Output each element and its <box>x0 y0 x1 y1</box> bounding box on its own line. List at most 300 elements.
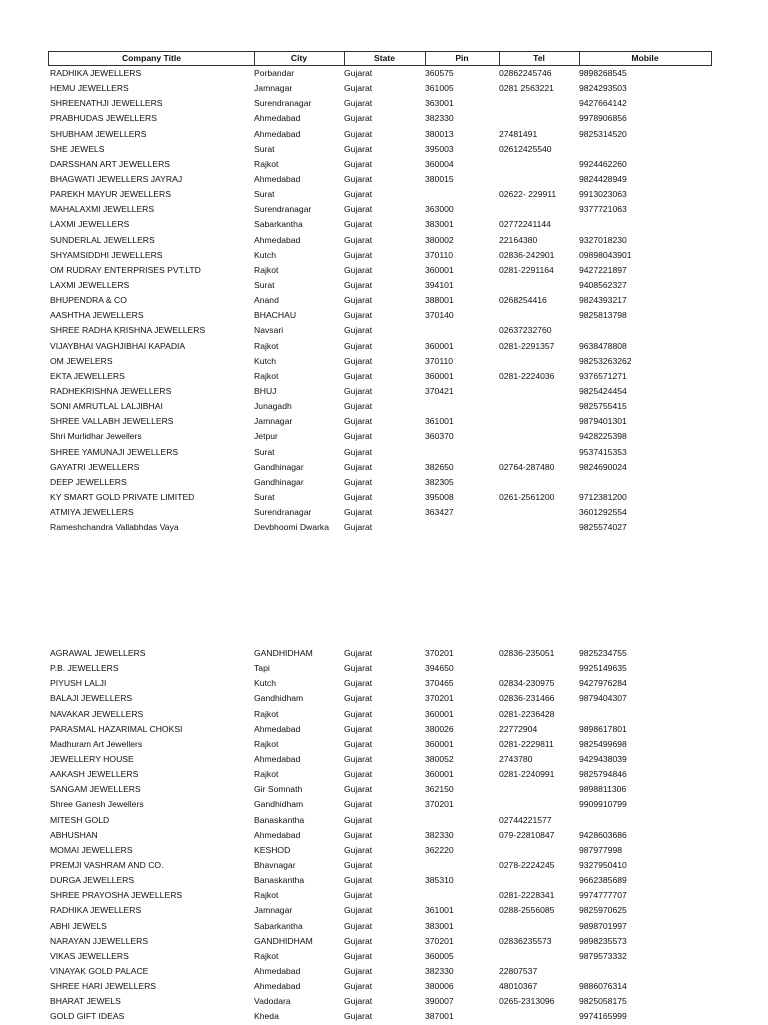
pin-cell: 361005 <box>425 83 454 94</box>
table-row <box>48 369 718 384</box>
table-body-bottom <box>48 646 718 1025</box>
header-pin: Pin <box>425 52 500 65</box>
pin-cell: 388001 <box>425 295 454 306</box>
city-cell: Kutch <box>254 249 276 260</box>
city-cell: Ahmedabad <box>254 829 301 840</box>
pin-cell: 395003 <box>425 143 454 154</box>
state-cell: Gujarat <box>344 522 373 533</box>
mobile-cell: 9825794846 <box>579 769 627 780</box>
city-cell: Kutch <box>254 355 276 366</box>
table-header <box>48 51 712 66</box>
pin-cell: 383001 <box>425 920 454 931</box>
tel-cell: 0281-2229811 <box>499 738 554 749</box>
state-cell: Gujarat <box>344 784 373 795</box>
state-cell: Gujarat <box>344 693 373 704</box>
header-mobile: Mobile <box>631 53 659 63</box>
tel-cell: 02772241144 <box>499 219 551 230</box>
table-row <box>48 994 718 1009</box>
company-title-cell: SHREE YAMUNAJI JEWELLERS <box>50 446 179 457</box>
table-body-top <box>48 66 718 535</box>
state-cell: Gujarat <box>344 663 373 674</box>
pin-cell: 390007 <box>425 996 454 1007</box>
city-cell: Rajkot <box>254 264 279 275</box>
company-title-cell: SHUBHAM JEWELLERS <box>50 128 147 139</box>
pin-cell: 360001 <box>425 370 454 381</box>
company-title-cell: Rameshchandra Vallabhdas Vaya <box>50 522 179 533</box>
state-cell: Gujarat <box>344 461 373 472</box>
mobile-cell: 9537415353 <box>579 446 627 457</box>
tel-cell: 02836235573 <box>499 935 552 946</box>
company-title-cell: Shree Ganesh Jewellers <box>50 799 144 810</box>
mobile-cell: 9898811306 <box>579 784 627 795</box>
mobile-cell: 9825813798 <box>579 310 627 321</box>
pin-cell: 370201 <box>425 693 454 704</box>
tel-cell: 02834-230975 <box>499 678 555 689</box>
table-row <box>48 661 718 676</box>
city-cell: Jamnagar <box>254 416 293 427</box>
company-title-cell: SHREE RADHA KRISHNA JEWELLERS <box>50 325 206 336</box>
company-title-cell: ATMIYA JEWELLERS <box>50 507 134 518</box>
table-row <box>48 233 718 248</box>
city-cell: Ahmedabad <box>254 965 301 976</box>
table-row <box>48 737 718 752</box>
company-title-cell: SANGAM JEWELLERS <box>50 784 141 795</box>
mobile-cell: 9825755415 <box>579 401 627 412</box>
state-cell: Gujarat <box>344 950 373 961</box>
state-cell: Gujarat <box>344 189 373 200</box>
pin-cell: 380013 <box>425 128 454 139</box>
mobile-cell: 9974777707 <box>579 890 627 901</box>
table-row <box>48 873 718 888</box>
table-row <box>48 263 718 278</box>
mobile-cell: 9825424454 <box>579 385 627 396</box>
state-cell: Gujarat <box>344 859 373 870</box>
table-row <box>48 722 718 737</box>
table-row <box>48 797 718 812</box>
city-cell: Sabarkantha <box>254 920 303 931</box>
mobile-cell: 9427976284 <box>579 678 627 689</box>
company-title-cell: Madhuram Art Jewellers <box>50 738 143 749</box>
state-cell: Gujarat <box>344 1011 373 1022</box>
company-title-cell: SHREE PRAYOSHA JEWELLERS <box>50 890 183 901</box>
state-cell: Gujarat <box>344 507 373 518</box>
pin-cell: 380026 <box>425 723 454 734</box>
mobile-cell: 9974165999 <box>579 1011 627 1022</box>
pin-cell: 380052 <box>425 753 454 764</box>
header-tel: Tel <box>499 52 580 65</box>
city-cell: Surendranagar <box>254 98 312 109</box>
company-title-cell: AASHTHA JEWELLERS <box>50 310 144 321</box>
company-title-cell: BALAJI JEWELLERS <box>50 693 133 704</box>
state-cell: Gujarat <box>344 98 373 109</box>
company-title-cell: SHREE HARI JEWELLERS <box>50 981 157 992</box>
company-title-cell: PARASMAL HAZARIMAL CHOKSI <box>50 723 183 734</box>
tel-cell: 02836-242901 <box>499 249 555 260</box>
table-row <box>48 903 718 918</box>
table-row <box>48 919 718 934</box>
city-cell: Devbhoomi Dwarka <box>254 522 329 533</box>
mobile-cell: 9825058175 <box>579 996 627 1007</box>
pin-cell: 360575 <box>425 68 454 78</box>
pin-cell: 370110 <box>425 249 454 260</box>
table-row <box>48 949 718 964</box>
city-cell: Banaskantha <box>254 814 305 825</box>
company-title-cell: NARAYAN JJEWELLERS <box>50 935 149 946</box>
table-row <box>48 278 718 293</box>
pin-cell: 360001 <box>425 708 454 719</box>
company-title-cell: MAHALAXMI JEWELLERS <box>50 204 155 215</box>
pin-cell: 382330 <box>425 113 454 124</box>
pin-cell: 382330 <box>425 965 454 976</box>
state-cell: Gujarat <box>344 829 373 840</box>
company-title-cell: RADHIKA JEWELLERS <box>50 905 142 916</box>
table-row <box>48 505 718 520</box>
city-cell: Rajkot <box>254 370 279 381</box>
city-cell: Ahmedabad <box>254 234 301 245</box>
state-cell: Gujarat <box>344 113 373 124</box>
city-cell: Ahmedabad <box>254 723 301 734</box>
state-cell: Gujarat <box>344 68 373 78</box>
company-title-cell: BHAGWATI JEWELLERS JAYRAJ <box>50 173 183 184</box>
table-row <box>48 888 718 903</box>
tel-cell: 02744221577 <box>499 814 552 825</box>
table-row <box>48 127 718 142</box>
mobile-cell: 9712381200 <box>579 491 627 502</box>
table-row <box>48 460 718 475</box>
state-cell: Gujarat <box>344 799 373 810</box>
pin-cell: 363000 <box>425 204 454 215</box>
table-row <box>48 354 718 369</box>
company-title-cell: DURGA JEWELLERS <box>50 875 135 886</box>
tel-cell: 0281-2291164 <box>499 264 554 275</box>
table-row <box>48 308 718 323</box>
tel-cell: 02612425540 <box>499 143 552 154</box>
city-cell: Rajkot <box>254 340 279 351</box>
mobile-cell: 9924462260 <box>579 158 627 169</box>
state-cell: Gujarat <box>344 143 373 154</box>
state-cell: Gujarat <box>344 370 373 381</box>
city-cell: Ahmedabad <box>254 128 301 139</box>
city-cell: Kutch <box>254 678 276 689</box>
pin-cell: 370140 <box>425 310 454 321</box>
mobile-cell: 9662385689 <box>579 875 627 886</box>
pin-cell: 360001 <box>425 738 454 749</box>
pin-cell: 385310 <box>425 875 454 886</box>
table-row <box>48 187 718 202</box>
company-title-cell: RADHIKA JEWELLERS <box>50 68 142 78</box>
pin-cell: 362220 <box>425 844 454 855</box>
header-city: City <box>254 52 345 65</box>
pin-cell: 362150 <box>425 784 454 795</box>
table-row <box>48 81 718 96</box>
table-row <box>48 676 718 691</box>
company-title-cell: SHYAMSIDDHI JEWELLERS <box>50 249 163 260</box>
state-cell: Gujarat <box>344 401 373 412</box>
mobile-cell: 9978906856 <box>579 113 627 124</box>
city-cell: Ahmedabad <box>254 981 301 992</box>
state-cell: Gujarat <box>344 83 373 94</box>
city-cell: Banaskantha <box>254 875 305 886</box>
company-title-cell: NAVAKAR JEWELLERS <box>50 708 144 719</box>
city-cell: Jetpur <box>254 431 278 442</box>
company-title-cell: SHE JEWELS <box>50 143 105 154</box>
pin-cell: 360370 <box>425 431 454 442</box>
city-cell: Ahmedabad <box>254 113 301 124</box>
pin-cell: 361001 <box>425 905 454 916</box>
mobile-cell: 9825970625 <box>579 905 627 916</box>
tel-cell: 0281-2236428 <box>499 708 555 719</box>
mobile-cell: 9825234755 <box>579 648 627 658</box>
tel-cell: 02836-235051 <box>499 648 555 658</box>
table-row <box>48 858 718 873</box>
company-title-cell: RADHEKRISHNA JEWELLERS <box>50 385 172 396</box>
city-cell: Surat <box>254 279 275 290</box>
city-cell: Rajkot <box>254 950 279 961</box>
pin-cell: 387001 <box>425 1011 454 1022</box>
city-cell: BHACHAU <box>254 310 297 321</box>
mobile-cell: 9427221897 <box>579 264 627 275</box>
table-row <box>48 979 718 994</box>
company-title-cell: EKTA JEWELLERS <box>50 370 125 381</box>
company-title-cell: GOLD GIFT IDEAS <box>50 1011 125 1022</box>
pin-cell: 383001 <box>425 219 454 230</box>
pin-cell: 380002 <box>425 234 454 245</box>
table-row <box>48 520 718 535</box>
mobile-cell: 9427664142 <box>579 98 627 109</box>
city-cell: Gandhinagar <box>254 461 304 472</box>
city-cell: Gandhinagar <box>254 476 304 487</box>
state-cell: Gujarat <box>344 416 373 427</box>
mobile-cell: 9879404307 <box>579 693 627 704</box>
state-cell: Gujarat <box>344 264 373 275</box>
state-cell: Gujarat <box>344 219 373 230</box>
tel-cell: 48010367 <box>499 981 538 992</box>
mobile-cell: 9886076314 <box>579 981 627 992</box>
city-cell: Gandhidham <box>254 693 304 704</box>
mobile-cell: 9376571271 <box>579 370 627 381</box>
mobile-cell: 9824293503 <box>579 83 627 94</box>
state-cell: Gujarat <box>344 890 373 901</box>
state-cell: Gujarat <box>344 920 373 931</box>
table-row <box>48 707 718 722</box>
pin-cell: 380015 <box>425 173 454 184</box>
table-row <box>48 767 718 782</box>
table-row <box>48 691 718 706</box>
company-title-cell: GAYATRI JEWELLERS <box>50 461 140 472</box>
city-cell: GANDHIDHAM <box>254 935 313 946</box>
city-cell: Anand <box>254 295 279 306</box>
mobile-cell: 9909910799 <box>579 799 627 810</box>
mobile-cell: 9898235573 <box>579 935 627 946</box>
company-title-cell: ABHI JEWELS <box>50 920 107 931</box>
company-title-cell: SUNDERLAL JEWELLERS <box>50 234 155 245</box>
company-title-cell: MITESH GOLD <box>50 814 110 825</box>
pin-cell: 370201 <box>425 935 454 946</box>
state-cell: Gujarat <box>344 769 373 780</box>
city-cell: Gir Somnath <box>254 784 303 795</box>
company-title-cell: BHUPENDRA & CO <box>50 295 127 306</box>
pin-cell: 382330 <box>425 829 454 840</box>
state-cell: Gujarat <box>344 158 373 169</box>
pin-cell: 363001 <box>425 98 454 109</box>
pin-cell: 380006 <box>425 981 454 992</box>
city-cell: Ahmedabad <box>254 173 301 184</box>
city-cell: Rajkot <box>254 890 279 901</box>
tel-cell: 0278-2224245 <box>499 859 555 870</box>
tel-cell: 22772904 <box>499 723 538 734</box>
table-row <box>48 843 718 858</box>
mobile-cell: 9824393217 <box>579 295 627 306</box>
pin-cell: 370110 <box>425 355 454 366</box>
state-cell: Gujarat <box>344 446 373 457</box>
city-cell: Surat <box>254 446 275 457</box>
state-cell: Gujarat <box>344 234 373 245</box>
company-title-cell: KY SMART GOLD PRIVATE LIMITED <box>50 491 195 502</box>
city-cell: Tapi <box>254 663 270 674</box>
pin-cell: 360001 <box>425 264 454 275</box>
tel-cell: 02764-287480 <box>499 461 555 472</box>
table-row <box>48 323 718 338</box>
pin-cell: 394101 <box>425 279 454 290</box>
state-cell: Gujarat <box>344 965 373 976</box>
mobile-cell: 9824428949 <box>579 173 627 184</box>
state-cell: Gujarat <box>344 996 373 1007</box>
state-cell: Gujarat <box>344 723 373 734</box>
company-title-cell: VINAYAK GOLD PALACE <box>50 965 149 976</box>
table-row <box>48 66 718 81</box>
city-cell: Junagadh <box>254 401 292 412</box>
table-row <box>48 782 718 797</box>
city-cell: Navsari <box>254 325 284 336</box>
state-cell: Gujarat <box>344 678 373 689</box>
tel-cell: 0265-2313096 <box>499 996 555 1007</box>
table-row <box>48 217 718 232</box>
tel-cell: 22164380 <box>499 234 538 245</box>
city-cell: Surat <box>254 143 275 154</box>
state-cell: Gujarat <box>344 935 373 946</box>
company-title-cell: DEEP JEWELLERS <box>50 476 127 487</box>
mobile-cell: 9898617801 <box>579 723 627 734</box>
pin-cell: 363427 <box>425 507 454 518</box>
city-cell: Jamnagar <box>254 83 293 94</box>
mobile-cell: 9879401301 <box>579 416 627 427</box>
state-cell: Gujarat <box>344 431 373 442</box>
table-row <box>48 445 718 460</box>
state-cell: Gujarat <box>344 279 373 290</box>
mobile-cell: 9377721063 <box>579 204 627 215</box>
state-cell: Gujarat <box>344 491 373 502</box>
city-cell: Ahmedabad <box>254 753 301 764</box>
tel-cell: 0281-2291357 <box>499 340 555 351</box>
tel-cell: 0281-2228341 <box>499 890 555 901</box>
tel-cell: 22807537 <box>499 965 538 976</box>
company-title-cell: MOMAI JEWELLERS <box>50 844 133 855</box>
tel-cell: 02836-231466 <box>499 693 555 704</box>
city-cell: Surat <box>254 491 275 502</box>
company-title-cell: PIYUSH LALJI <box>50 678 107 689</box>
table-row <box>48 646 718 661</box>
mobile-cell: 9879573332 <box>579 950 627 961</box>
pin-cell: 361001 <box>425 416 454 427</box>
table-row <box>48 248 718 263</box>
tel-cell: 02862245746 <box>499 68 552 78</box>
company-title-cell: SONI AMRUTLAL LALJIBHAI <box>50 401 163 412</box>
city-cell: Vadodara <box>254 996 291 1007</box>
city-cell: Rajkot <box>254 769 279 780</box>
mobile-cell: 9429438039 <box>579 753 627 764</box>
table-row <box>48 399 718 414</box>
state-cell: Gujarat <box>344 875 373 886</box>
city-cell: Kheda <box>254 1011 279 1022</box>
state-cell: Gujarat <box>344 738 373 749</box>
header-state: State <box>344 52 426 65</box>
city-cell: Bhavnagar <box>254 859 296 870</box>
table-row <box>48 429 718 444</box>
city-cell: Porbandar <box>254 68 295 78</box>
company-title-cell: OM JEWELERS <box>50 355 113 366</box>
table-row <box>48 414 718 429</box>
table-row <box>48 813 718 828</box>
mobile-cell: 9638478808 <box>579 340 627 351</box>
pin-cell: 382305 <box>425 476 454 487</box>
tel-cell: 27481491 <box>499 128 538 139</box>
mobile-cell: 3601292554 <box>579 507 627 518</box>
city-cell: Surendranagar <box>254 507 312 518</box>
state-cell: Gujarat <box>344 476 373 487</box>
tel-cell: 2743780 <box>499 753 533 764</box>
mobile-cell: 9428225398 <box>579 431 627 442</box>
pin-cell: 382650 <box>425 461 454 472</box>
city-cell: Rajkot <box>254 738 279 749</box>
pin-cell: 370201 <box>425 648 454 658</box>
city-cell: Sabarkantha <box>254 219 303 230</box>
city-cell: Gandhidham <box>254 799 304 810</box>
company-title-cell: AGRAWAL JEWELLERS <box>50 648 146 658</box>
city-cell: Jamnagar <box>254 905 293 916</box>
pin-cell: 395008 <box>425 491 454 502</box>
city-cell: Rajkot <box>254 708 279 719</box>
company-title-cell: Shri Murlidhar Jewellers <box>50 431 142 442</box>
pin-cell: 394650 <box>425 663 454 674</box>
company-title-cell: LAXMI JEWELLERS <box>50 219 130 230</box>
mobile-cell: 9913023063 <box>579 189 627 200</box>
city-cell: Rajkot <box>254 158 279 169</box>
state-cell: Gujarat <box>344 128 373 139</box>
tel-cell: 0288-2556085 <box>499 905 555 916</box>
state-cell: Gujarat <box>344 844 373 855</box>
tel-cell: 079-22810847 <box>499 829 555 840</box>
state-cell: Gujarat <box>344 753 373 764</box>
company-title-cell: SHREE VALLABH JEWELLERS <box>50 416 174 427</box>
table-row <box>48 339 718 354</box>
city-cell: Surat <box>254 189 275 200</box>
state-cell: Gujarat <box>344 648 373 658</box>
mobile-cell: 9327018230 <box>579 234 627 245</box>
pin-cell: 370465 <box>425 678 454 689</box>
pin-cell: 370201 <box>425 799 454 810</box>
state-cell: Gujarat <box>344 905 373 916</box>
state-cell: Gujarat <box>344 249 373 260</box>
state-cell: Gujarat <box>344 981 373 992</box>
table-row <box>48 293 718 308</box>
city-cell: GANDHIDHAM <box>254 648 313 658</box>
state-cell: Gujarat <box>344 325 373 336</box>
table-row <box>48 384 718 399</box>
company-title-cell: ABHUSHAN <box>50 829 98 840</box>
pin-cell: 360004 <box>425 158 454 169</box>
company-title-cell: LAXMI JEWELLERS <box>50 279 130 290</box>
pin-cell: 370421 <box>425 385 454 396</box>
